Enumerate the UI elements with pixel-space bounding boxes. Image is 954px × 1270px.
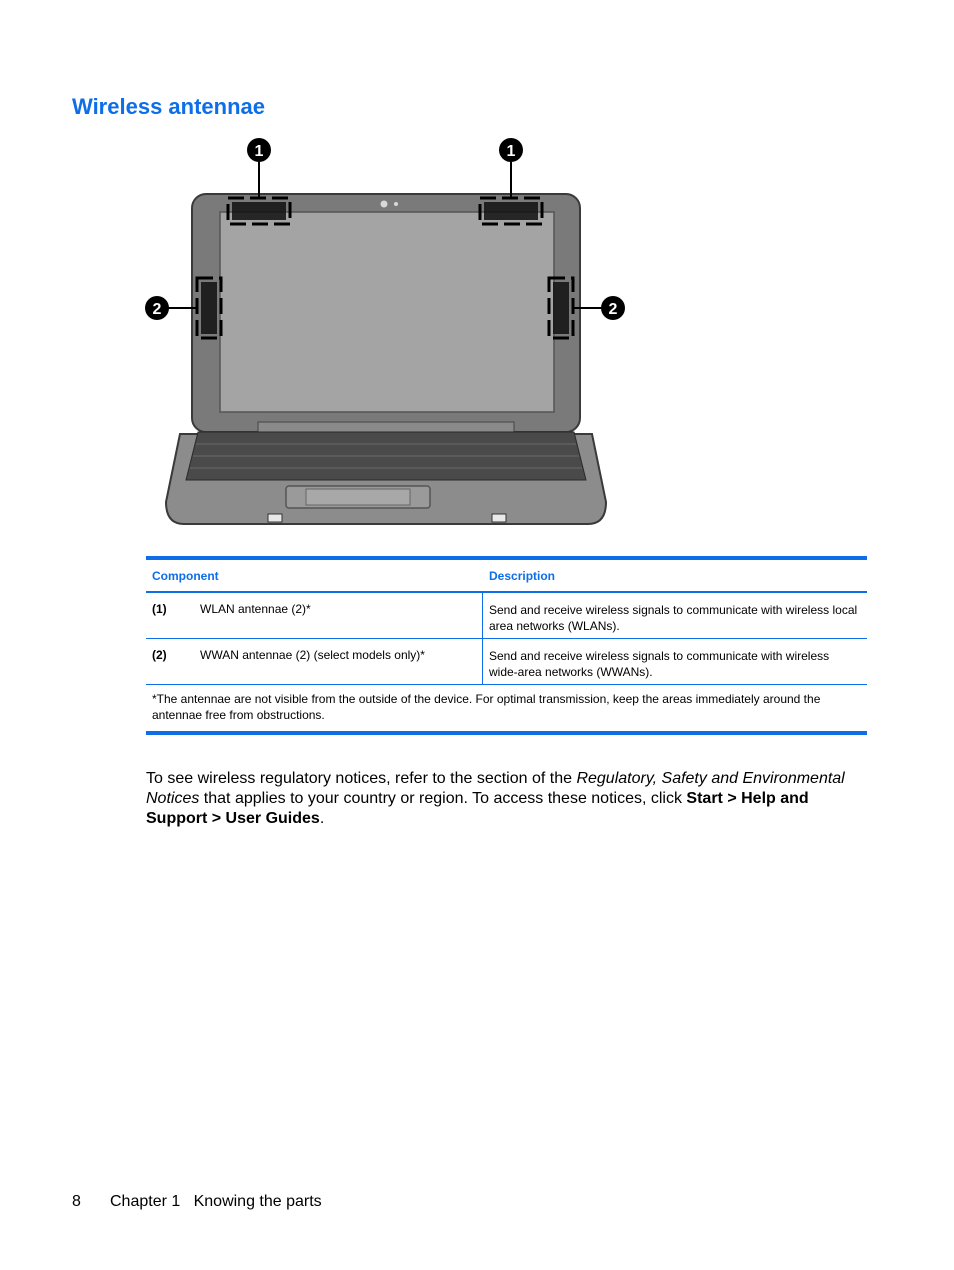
components-table [146, 556, 867, 735]
table-header [146, 560, 867, 593]
laptop-figure [140, 132, 640, 532]
row-number: (2) [152, 648, 167, 662]
row-component: WWAN antennae (2) (select models only)* [194, 639, 483, 684]
laptop-illustration [140, 132, 640, 532]
header-description: Description [489, 568, 556, 583]
table-row [146, 593, 867, 639]
svg-text:2: 2 [152, 301, 162, 318]
table-footnote: *The antennae are not visible from the outside of the device. For optimal transmission, keep the areas immediately around the antennae free from obstructions. [152, 692, 821, 722]
table-row [146, 639, 867, 685]
callout-1-left [247, 138, 271, 162]
chapter-title: Chapter 1 Knowing the parts [110, 1193, 322, 1210]
callout-2-right [601, 296, 625, 320]
page-footer [72, 1193, 322, 1211]
row-description: Send and receive wireless signals to communicate with wireless wide-area networks (WWANs). [489, 649, 830, 679]
paragraph-text: . [319, 810, 325, 827]
callout-1-right [499, 138, 523, 162]
svg-text:2: 2 [608, 301, 618, 318]
table-bottom-rule [146, 731, 867, 735]
svg-text:1: 1 [254, 143, 264, 160]
notices-title: Regulatory, Safety and Environmental Notices [146, 770, 845, 807]
paragraph-text: To see wireless regulatory notices, refer to the section of the [146, 770, 577, 787]
row-description: Send and receive wireless signals to communicate with wireless local area networks (WLANs). [489, 603, 858, 633]
svg-text:1: 1 [506, 143, 516, 160]
row-component: WLAN antennae (2)* [194, 593, 483, 638]
page-number: 8 [72, 1193, 81, 1210]
menu-path: Start > Help and Support > User Guides [146, 790, 809, 827]
page-heading: Wireless antennae [72, 94, 265, 119]
paragraph-text: that applies to your country or region. To access these notices, click [199, 790, 687, 807]
callout-2-left [145, 296, 169, 320]
regulatory-paragraph [146, 769, 866, 829]
row-number: (1) [152, 602, 167, 616]
header-component: Component [152, 568, 219, 583]
